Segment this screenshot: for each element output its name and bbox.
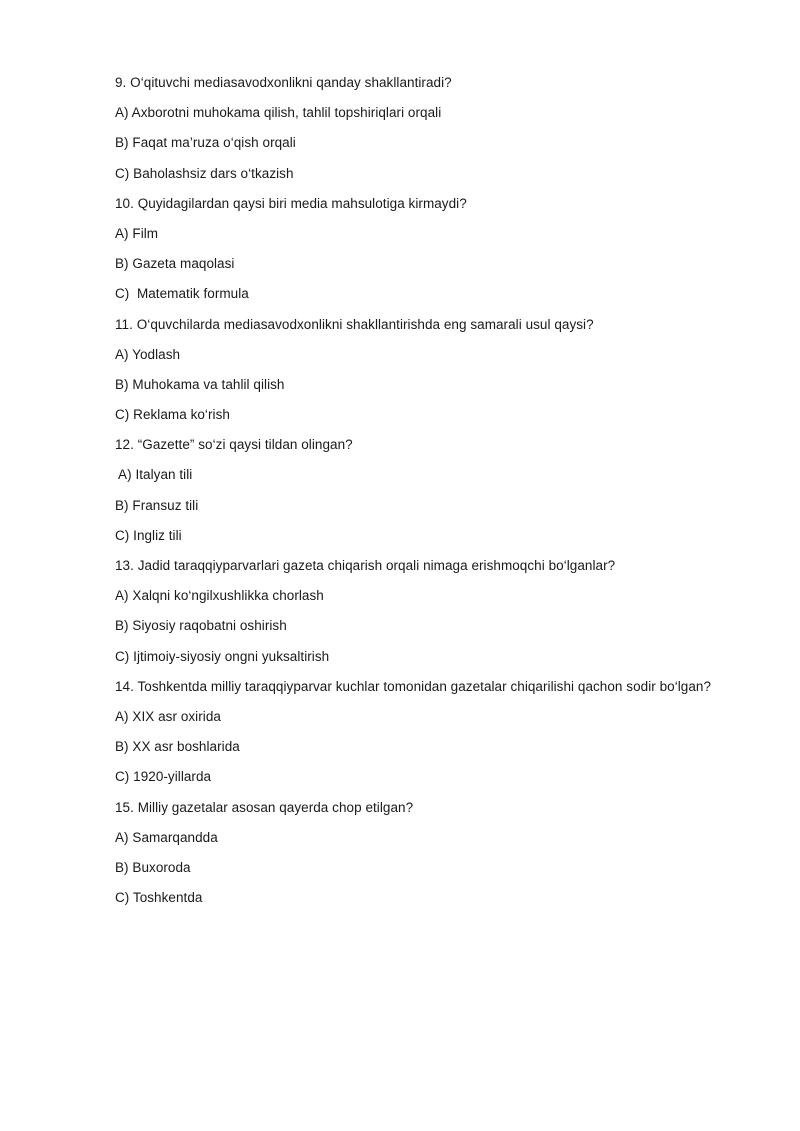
answer-option: B) Siyosiy raqobatni oshirish (115, 618, 287, 634)
answer-option: C) Matematik formula (115, 286, 249, 302)
answer-option: A) Xalqni ko‘ngilxushlikka chorlash (115, 588, 324, 604)
question-text: 10. Quyidagilardan qaysi biri media mahsulotiga kirmaydi? (115, 195, 467, 211)
answer-option: B) Gazeta maqolasi (115, 256, 235, 272)
question-15 (115, 796, 755, 917)
question-9 (115, 71, 755, 192)
question-12 (115, 433, 755, 554)
answer-option: A) XIX asr oxirida (115, 708, 221, 724)
answer-option: A) Yodlash (115, 346, 181, 362)
answer-option: C) Ijtimoiy-siyosiy ongni yuksaltirish (115, 648, 330, 664)
question-text: 11. O‘quvchilarda mediasavodxonlikni shakllantirishda eng samarali usul qaysi? (115, 316, 594, 332)
answer-option: A) Film (115, 225, 159, 241)
answer-option: C) Reklama ko‘rish (115, 407, 230, 423)
answer-option: B) Muhokama va tahlil qilish (115, 376, 285, 392)
question-10 (115, 192, 755, 313)
answer-option: C) Baholashsiz dars o‘tkazish (115, 165, 294, 181)
question-text: 15. Milliy gazetalar asosan qayerda chop etilgan? (115, 799, 414, 815)
answer-option: A) Axborotni muhokama qilish, tahlil topshiriqlari orqali (115, 105, 442, 121)
answer-option: B) Buxoroda (115, 859, 191, 875)
question-text: 14. Toshkentda milliy taraqqiyparvar kuchlar tomonidan gazetalar chiqarilishi qachon sodir bo‘lgan? (115, 678, 712, 694)
question-13 (115, 554, 755, 675)
answer-option: A) Samarqandda (115, 829, 218, 845)
answer-option: B) Fransuz tili (115, 497, 199, 513)
answer-option: A) Italyan tili (115, 467, 193, 483)
question-11 (115, 313, 755, 434)
answer-option: C) Ingliz tili (115, 527, 182, 543)
question-text: 12. “Gazette” so‘zi qaysi tildan olingan? (115, 437, 353, 453)
answer-option: B) XX asr boshlarida (115, 739, 240, 755)
document-page (115, 71, 755, 916)
answer-option: C) 1920-yillarda (115, 769, 212, 785)
answer-option: C) Toshkentda (115, 890, 203, 906)
question-14 (115, 675, 755, 796)
question-text: 13. Jadid taraqqiyparvarlari gazeta chiqarish orqali nimaga erishmoqchi bo‘lganlar? (115, 558, 616, 573)
question-text: 9. O‘qituvchi mediasavodxonlikni qanday shakllantiradi? (115, 75, 452, 90)
answer-option: B) Faqat ma’ruza o‘qish orqali (115, 135, 296, 151)
